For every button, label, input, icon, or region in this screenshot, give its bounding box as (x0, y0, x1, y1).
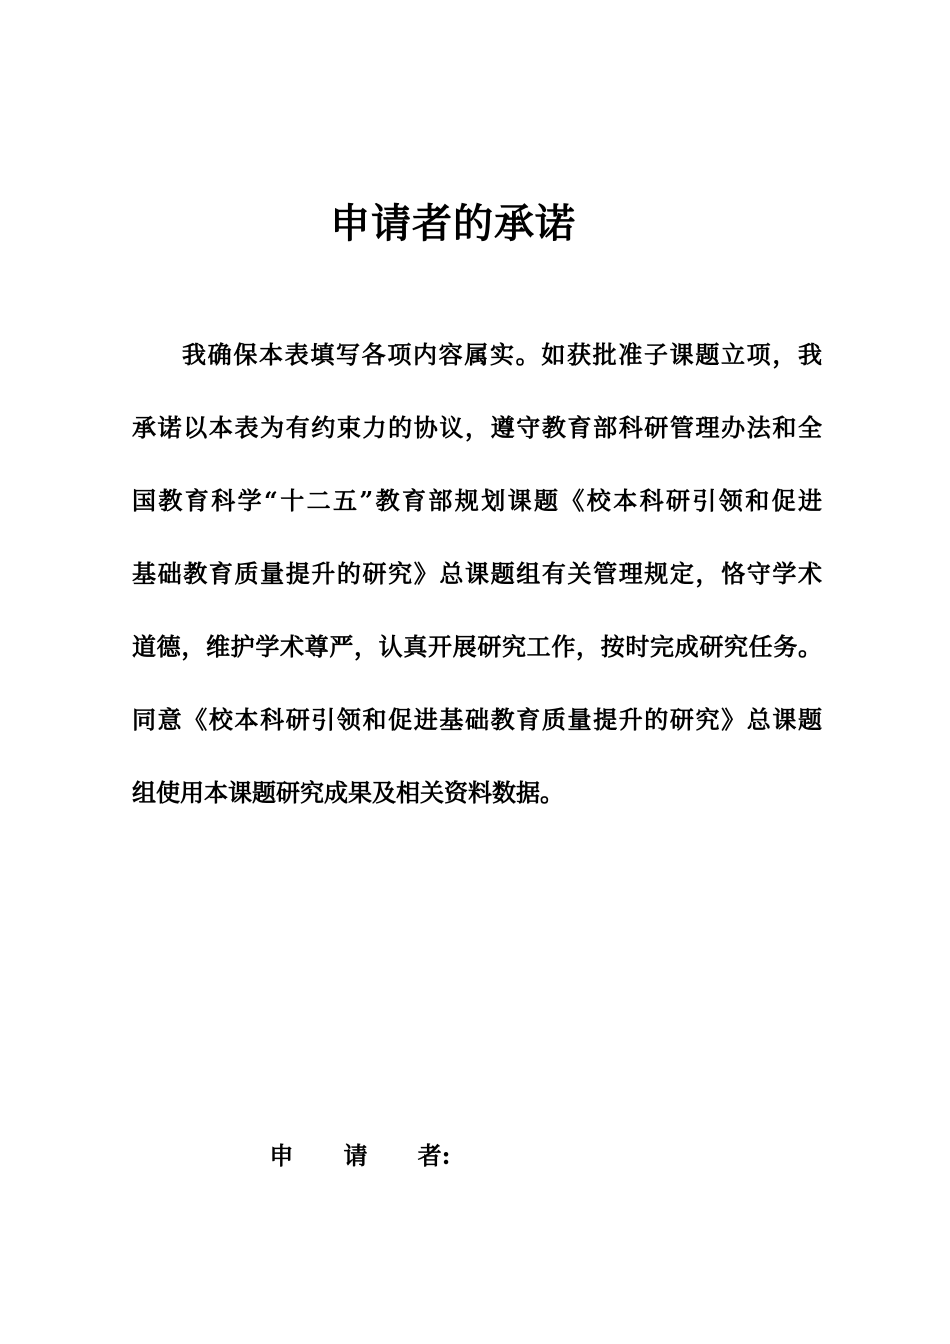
pledge-line: 同意《校本科研引领和促进基础教育质量提升的研究》总课题 (132, 705, 822, 734)
signature-label: 申 请 者: (269, 1141, 451, 1170)
pledge-line: 承诺以本表为有约束力的协议，遵守教育部科研管理办法和全 (132, 413, 822, 442)
document-title: 申请者的承诺 (330, 201, 576, 247)
signature-field[interactable] (451, 1142, 771, 1174)
pledge-line: 我确保本表填写各项内容属实。如获批准子课题立项，我 (182, 340, 822, 369)
pledge-line: 道德，维护学术尊严，认真开展研究工作，按时完成研究任务。 (132, 632, 822, 661)
pledge-line: 组使用本课题研究成果及相关资料数据。 (132, 778, 564, 807)
pledge-text (132, 330, 822, 841)
signature-row (236, 1096, 771, 1216)
pledge-line: 国教育科学“十二五”教育部规划课题《校本科研引领和促进 (132, 486, 822, 515)
pledge-line: 基础教育质量提升的研究》总课题组有关管理规定，恪守学术 (132, 559, 822, 588)
